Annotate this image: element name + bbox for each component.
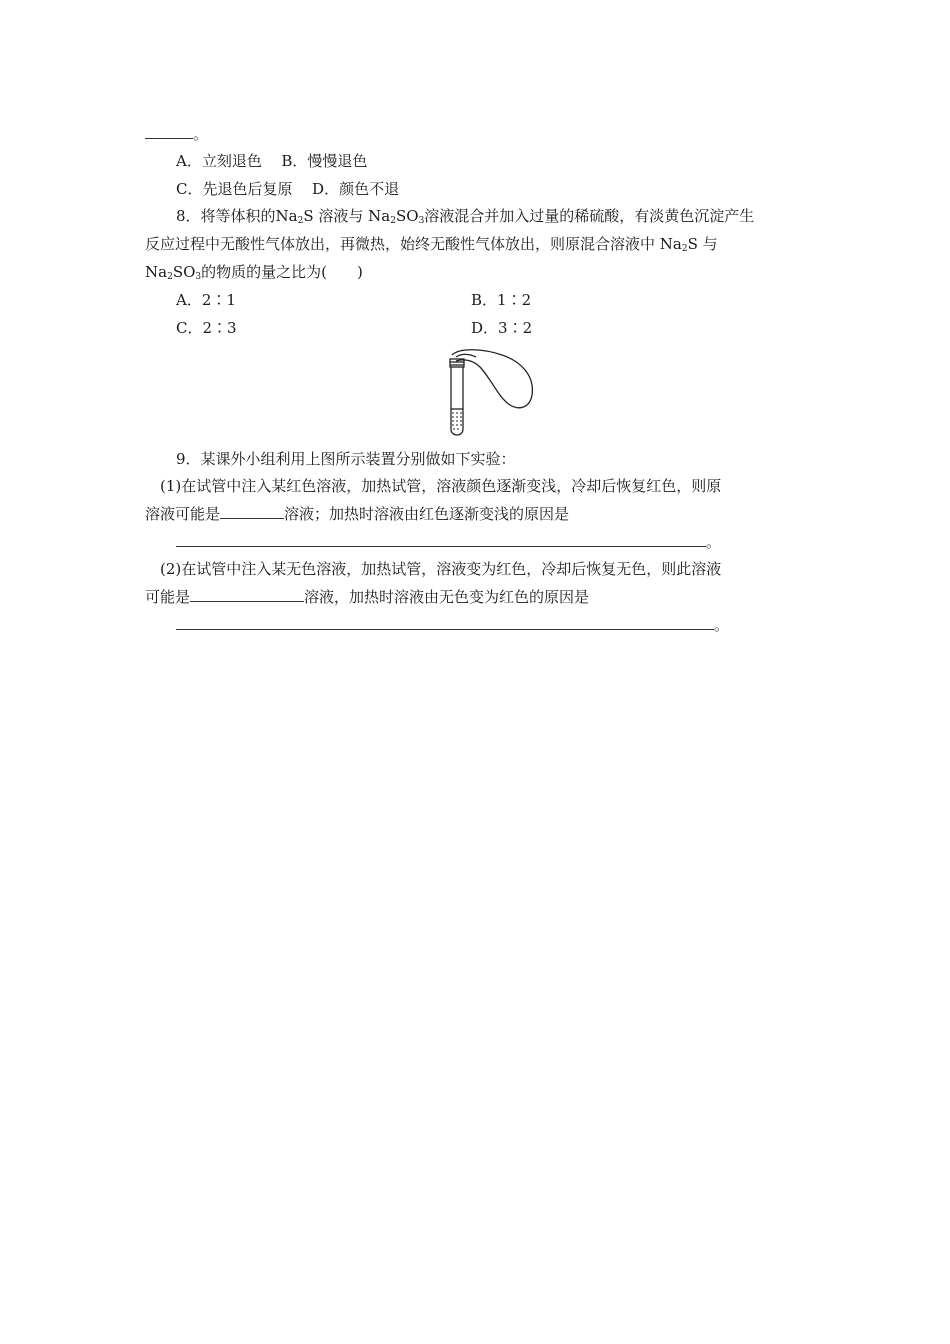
test-tube-balloon-figure [440,345,540,445]
q8-option-b: B．1∶2 [471,291,532,309]
q9-intro: 9．某课外小组利用上图所示装置分别做如下实验： [176,450,516,468]
q9-part1-line2: 溶液可能是 溶液；加热时溶液由红色逐渐变浅的原因是 [145,505,570,523]
q9-part1-line3: 。 [176,532,721,552]
q8-line2: 反应过程中无酸性气体放出，再微热，始终无酸性气体放出，则原混合溶液中 $Na_2S$ 与 [145,235,718,254]
q8-option-a: A．2∶1 [176,291,236,309]
answer-blank[interactable] [220,504,284,519]
answer-blank-long[interactable] [176,532,706,547]
q7-options-row1 [176,151,367,171]
q7-tail: 。 [145,124,208,144]
q7-option-c: C．先退色后复原 [176,180,293,198]
answer-blank[interactable] [190,587,304,602]
q8-line3: $Na_2SO_3$的物质的量之比为( ) [145,263,363,282]
q7-option-a: A．立刻退色 [176,152,262,170]
q8-line1: 8．将等体积的$Na_2S$ 溶液与 $Na_2SO_3$溶液混合并加入过量的稀硫酸，有淡黄色沉淀产生 [176,207,755,226]
answer-blank[interactable] [145,124,193,139]
q9-part1-line1: (1)在试管中注入某红色溶液，加热试管，溶液颜色逐渐变浅，冷却后恢复红色，则原 [160,477,722,495]
answer-blank-long[interactable] [176,615,714,630]
q9-part2-line2: 可能是 溶液，加热时溶液由无色变为红色的原因是 [145,588,590,606]
q8-option-c: C．2∶3 [176,319,237,337]
q8-option-d: D．3∶2 [471,319,533,337]
q7-options-row2 [176,179,399,199]
q7-option-d: D．颜色不退 [312,180,400,198]
q7-option-b: B．慢慢退色 [281,152,368,170]
q9-part2-line1: (2)在试管中注入某无色溶液，加热试管，溶液变为红色，冷却后恢复无色，则此溶液 [160,560,722,578]
q9-part2-line3: 。 [176,615,729,635]
